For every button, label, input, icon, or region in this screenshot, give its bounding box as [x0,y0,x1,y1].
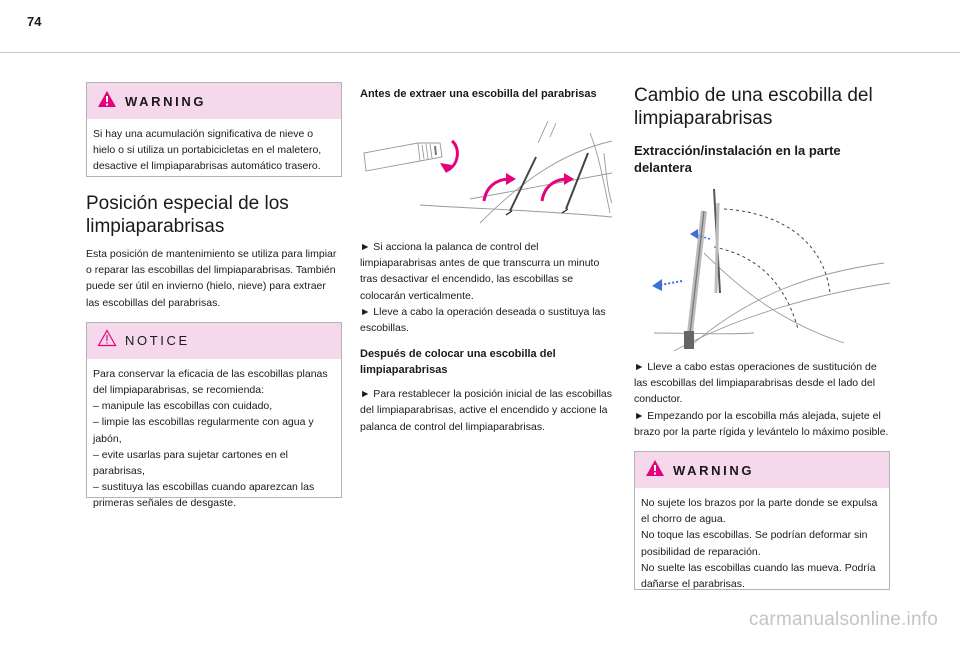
notice-item: – limpie las escobillas regularmente con agua y jabón, [93,416,314,445]
warning-callout-front [634,451,890,590]
warning-line: No sujete los brazos por la parte donde se expulsa el chorro de agua. [641,497,878,526]
heading-after-installation: Después de colocar una escobilla del limpiaparabrisas [360,348,556,377]
warning-header [87,83,341,119]
warning-body-front [635,488,889,600]
notice-title: NOTICE [125,333,190,349]
section-title-special-position: Posición especial de los limpiaparabrisas [86,193,289,237]
warning-line: No suelte las escobillas cuando las mueva. Podría dañarse el parabrisas. [641,561,876,591]
column-1 [86,82,342,510]
warning-title: WARNING [125,93,207,109]
notice-item: – sustituya las escobillas cuando aparezcan las primeras señales de desgaste. [93,481,315,510]
step-before-1: ► Si acciona la palanca de control del limpiaparabrisas antes de que transcurra un minuto tras desactivar el encendido, las escobillas se colocarán verticalmente. [360,241,600,302]
wiper-lever-illustration [360,113,616,225]
step-replace-2: ► Empezando por la escobilla más alejada, sujete el brazo por la parte rígida y levántelo lo máximo posible. [634,409,889,438]
warning-triangle-icon [645,459,665,482]
warning-text: Si hay una acumulación significativa de nieve o hielo o si utiliza un portabicicletas en el maletero, desactive el limpiaparabrisas automático trasero. [93,128,322,173]
step-after-1: ► Para restablecer la posición inicial de las escobillas del limpiaparabrisas, active el encendido y accione la palanca de control del limpiaparabrisas. [360,388,613,433]
notice-item: – manipule las escobillas con cuidado, [93,400,273,413]
page-number: 74 [27,14,42,29]
warning-triangle-icon [97,90,117,113]
section-title-replace-blade: Cambio de una escobilla del limpiaparabrisas [634,85,873,129]
notice-callout [86,322,342,510]
notice-triangle-icon [97,329,117,352]
warning-line: No toque las escobillas. Se podrían deformar sin posibilidad de reparación. [641,529,868,558]
step-replace-1: ► Lleve a cabo estas operaciones de sustitución de las escobillas del limpiaparabrisas desde el lado del conductor. [634,361,877,406]
notice-item: – evite usarlas para sujetar cartones en el parabrisas, [93,448,288,478]
heading-before-removal: Antes de extraer una escobilla del parabrisas [360,88,597,100]
notice-body [87,359,341,520]
step-before-2: ► Lleve a cabo la operación deseada o sustituya las escobillas. [360,305,606,335]
notice-header [87,323,341,359]
wiper-replacement-illustration [634,183,890,353]
warning-title-front: WARNING [673,462,755,478]
watermark: carmanualsonline.info [748,609,938,630]
notice-lead: Para conservar la eficacia de las escobillas planas del limpiaparabrisas, se recomienda: [93,367,328,397]
intro-paragraph: Esta posición de mantenimiento se utiliza para limpiar o reparar las escobillas del limpiaparabrisas. También puede ser útil en invierno (hielo, nieve) para extraer las escobillas del parabrisas. [86,248,337,309]
subheading-front-removal: Extracción/instalación en la parte delantera [634,143,841,175]
column-2 [360,86,616,435]
warning-callout [86,82,342,177]
column-3 [634,84,890,590]
warning-header-front [635,452,889,488]
header-rule [0,52,960,53]
